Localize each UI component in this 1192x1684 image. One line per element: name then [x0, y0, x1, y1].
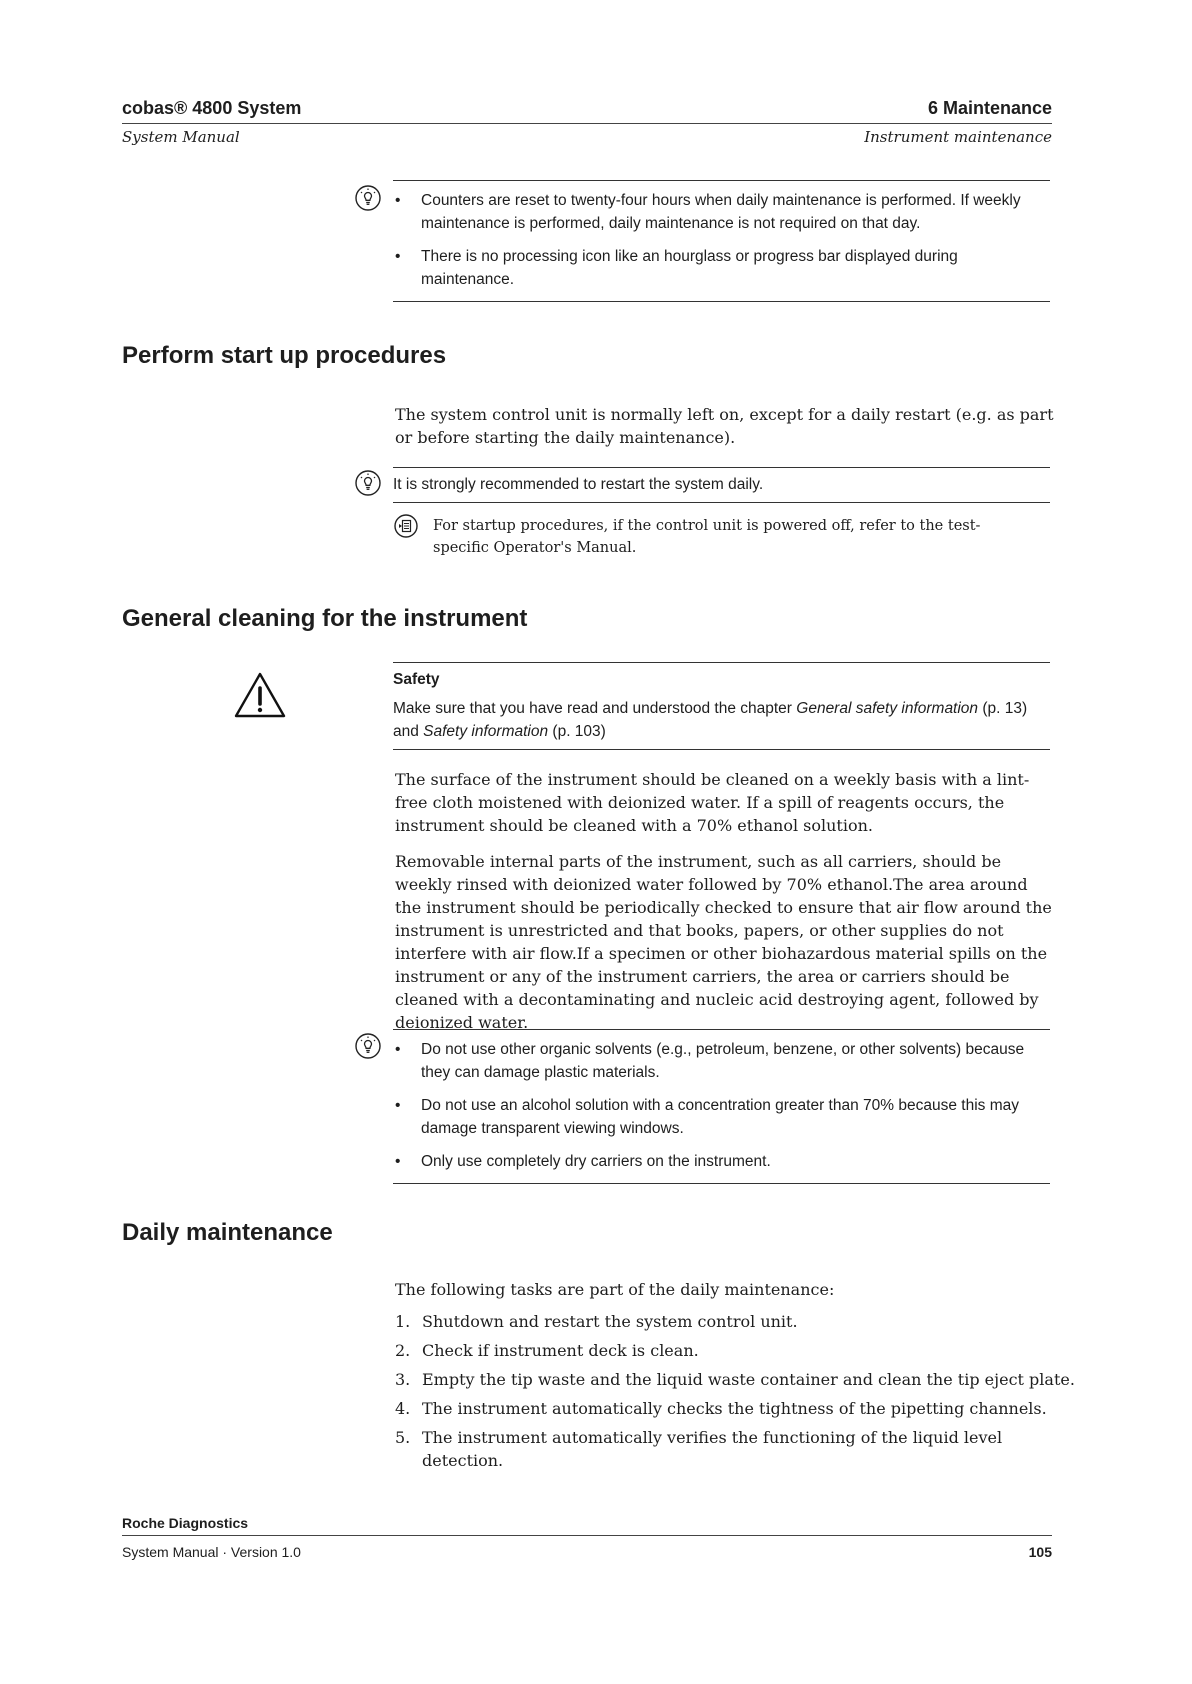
- footer-divider: [122, 1535, 1052, 1536]
- header-divider: [122, 123, 1052, 124]
- list-item-text: Check if instrument deck is clean.: [422, 1341, 699, 1360]
- note-item: • There is no processing icon like an hourglass or progress bar displayed during maintenance.: [393, 245, 1050, 291]
- section-heading-daily-maintenance: Daily maintenance: [122, 1219, 333, 1246]
- list-item: [395, 1426, 1075, 1472]
- safety-title: Safety: [393, 671, 440, 688]
- manual-reference-icon: [394, 514, 418, 538]
- lightbulb-tip-icon: [355, 1033, 381, 1059]
- list-item-text: The instrument automatically checks the tightness of the pipetting channels.: [422, 1399, 1047, 1418]
- restart-tip-text: It is strongly recommended to restart the system daily.: [393, 476, 764, 493]
- safety-text: [393, 697, 1050, 743]
- restart-tip-box: [393, 467, 1050, 503]
- footer-page-number: 105: [1028, 1544, 1052, 1560]
- startup-reference-text: For startup procedures, if the control unit is powered off, refer to the test-specific Operator's Manual.: [433, 518, 981, 556]
- list-item-number: 4.: [395, 1399, 411, 1418]
- section-heading-cleaning: General cleaning for the instrument: [122, 605, 528, 632]
- list-item-text: Shutdown and restart the system control unit.: [422, 1312, 798, 1331]
- startup-paragraph: The system control unit is normally left on, except for a daily restart (e.g. as part or before starting the daily maintenance).: [395, 405, 1054, 447]
- header-manual-subtitle: System Manual: [122, 128, 240, 146]
- list-item-number: 1.: [395, 1312, 411, 1331]
- list-item-number: 2.: [395, 1341, 411, 1360]
- list-item-number: 3.: [395, 1370, 411, 1389]
- safety-box: [393, 662, 1050, 750]
- list-item: [395, 1368, 1075, 1391]
- cleaning-precautions-note: [393, 1029, 1050, 1184]
- daily-intro: The following tasks are part of the daily maintenance:: [395, 1280, 835, 1299]
- note-item: • Do not use other organic solvents (e.g., petroleum, benzene, or other solvents) because they can damage plastic materials.: [393, 1038, 1050, 1084]
- list-item: [395, 1397, 1075, 1420]
- warning-triangle-icon: [233, 671, 287, 719]
- safety-text-part: (p. 103): [548, 723, 606, 740]
- note-item: • Do not use an alcohol solution with a concentration greater than 70% because this may damage transparent viewing windows.: [393, 1094, 1050, 1140]
- list-item-number: 5.: [395, 1428, 411, 1447]
- general-safety-information-link[interactable]: General safety information: [796, 700, 979, 717]
- footer-company: Roche Diagnostics: [122, 1515, 249, 1531]
- list-item-text: The instrument automatically verifies the functioning of the liquid level detection.: [422, 1428, 1003, 1470]
- cleaning-paragraph-surface: The surface of the instrument should be cleaned on a weekly basis with a lint-free cloth moistened with deionized water. If a spill of reagents occurs, the instrument should be cleaned with a 70% ethanol solution.: [395, 770, 1030, 835]
- list-item: [395, 1339, 1075, 1362]
- safety-text-part: (p. 13) and: [393, 700, 1028, 740]
- list-item: [395, 1310, 1075, 1333]
- safety-information-link[interactable]: Safety information: [423, 723, 549, 740]
- daily-task-list: [395, 1310, 1075, 1478]
- header-chapter-title: 6 Maintenance: [927, 98, 1052, 118]
- cleaning-paragraph-internal-parts: Removable internal parts of the instrument, such as all carriers, should be weekly rinsed with deionized water followed by 70% ethanol.The area around the instrument should be periodically checked to ensure that air flow around the instrument is unrestricted and that books, papers, or other supplies do not interfere with air flow.If a specimen or other biohazardous material spills on the instrument or any of the instrument carriers, the area or carriers should be cleaned with a decontaminating and nucleic acid destroying agent, followed by deionized water.: [395, 852, 1052, 1032]
- header-product-title: cobas® 4800 System: [122, 98, 302, 118]
- section-heading-startup: Perform start up procedures: [122, 342, 447, 369]
- list-item-text: Empty the tip waste and the liquid waste container and clean the tip eject plate.: [422, 1370, 1075, 1389]
- header-section-subtitle: Instrument maintenance: [864, 128, 1052, 146]
- footer-version: System Manual · Version 1.0: [122, 1544, 301, 1560]
- safety-text-part: Make sure that you have read and understood the chapter: [393, 700, 797, 717]
- maintenance-counter-note: [393, 180, 1050, 302]
- lightbulb-tip-icon: [355, 185, 381, 211]
- note-item: • Counters are reset to twenty-four hours when daily maintenance is performed. If weekly maintenance is performed, daily maintenance is not required on that day.: [393, 189, 1050, 235]
- lightbulb-tip-icon: [355, 470, 381, 496]
- note-item: • Only use completely dry carriers on the instrument.: [393, 1150, 1050, 1173]
